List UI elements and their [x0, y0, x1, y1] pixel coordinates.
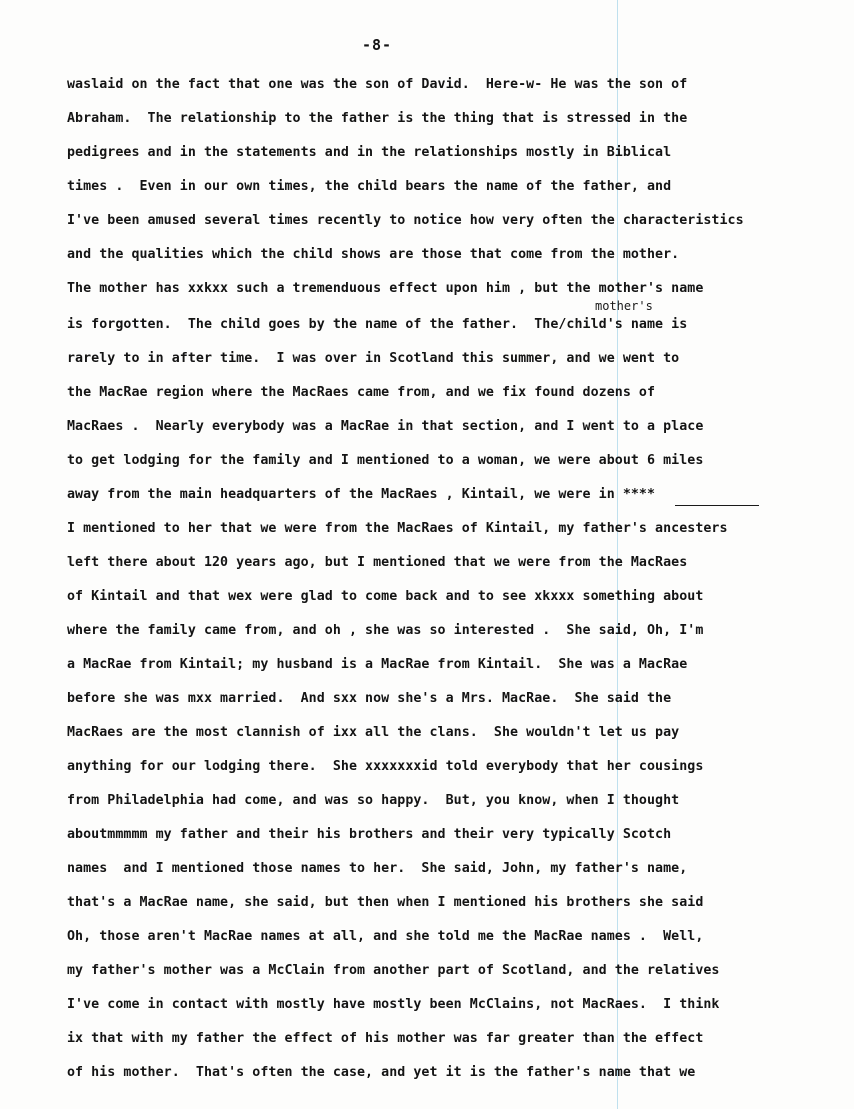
- text-line: left there about 120 years ago, but I mentioned that we were from the MacRaes: [67, 555, 688, 570]
- text-line: I've come in contact with mostly have mostly been McClains, not MacRaes. I think: [67, 997, 720, 1012]
- text-line: from Philadelphia had come, and was so happy. But, you know, when I thought: [67, 793, 680, 808]
- text-line: ix that with my father the effect of his mother was far greater than the effect: [67, 1031, 704, 1046]
- text-line: before she was mxx married. And sxx now she's a Mrs. MacRae. She said the: [67, 691, 672, 706]
- text-line: The mother has xxkxx such a tremenduous effect upon him , but the mother's name: [67, 281, 704, 296]
- text-line: pedigrees and in the statements and in the relationships mostly in Biblical: [67, 145, 672, 160]
- text-line: a MacRae from Kintail; my husband is a MacRae from Kintail. She was a MacRae: [67, 657, 688, 672]
- text-line: and the qualities which the child shows are those that come from the mother.: [67, 247, 680, 262]
- text-line: waslaid on the fact that one was the son of David. Here-w- He was the son of: [67, 77, 688, 92]
- text-line: I've been amused several times recently to notice how very often the characteristics: [67, 213, 744, 228]
- text-line: times . Even in our own times, the child bears the name of the father, and: [67, 179, 672, 194]
- text-line: to get lodging for the family and I mentioned to a woman, we were about 6 miles: [67, 453, 704, 468]
- text-line: aboutmmmmm my father and their his brothers and their very typically Scotch: [67, 827, 672, 842]
- text-line: where the family came from, and oh , she was so interested . She said, Oh, I'm: [67, 623, 704, 638]
- text-line: that's a MacRae name, she said, but then when I mentioned his brothers she said: [67, 895, 704, 910]
- text-line: I mentioned to her that we were from the MacRaes of Kintail, my father's ancesters: [67, 521, 728, 536]
- text-line: the MacRae region where the MacRaes came from, and we fix found dozens of: [67, 385, 656, 400]
- text-line: Oh, those aren't MacRae names at all, and she told me the MacRae names . Well,: [67, 929, 704, 944]
- text-line: MacRaes . Nearly everybody was a MacRae in that section, and I went to a place: [67, 419, 704, 434]
- text-line: names and I mentioned those names to her. She said, John, my father's name,: [67, 861, 688, 876]
- text-line: rarely to in after time. I was over in Scotland this summer, and we went to: [67, 351, 680, 366]
- text-line: MacRaes are the most clannish of ixx all the clans. She wouldn't let us pay: [67, 725, 680, 740]
- text-line: of his mother. That's often the case, and yet it is the father's name that we: [67, 1065, 696, 1080]
- text-line: anything for our lodging there. She xxxxxxxid told everybody that her cousings: [67, 759, 704, 774]
- page-number: -8-: [362, 36, 393, 54]
- text-line: of Kintail and that wex were glad to come back and to see xkxxx something about: [67, 589, 704, 604]
- text-line: my father's mother was a McClain from another part of Scotland, and the relatives: [67, 963, 720, 978]
- handwritten-insertion: mother's: [595, 299, 653, 313]
- text-line: is forgotten. The child goes by the name of the father. The/child's name is: [67, 317, 688, 332]
- text-line: Abraham. The relationship to the father is the thing that is stressed in the: [67, 111, 688, 126]
- text-line: away from the main headquarters of the MacRaes , Kintail, we were in ****: [67, 487, 656, 502]
